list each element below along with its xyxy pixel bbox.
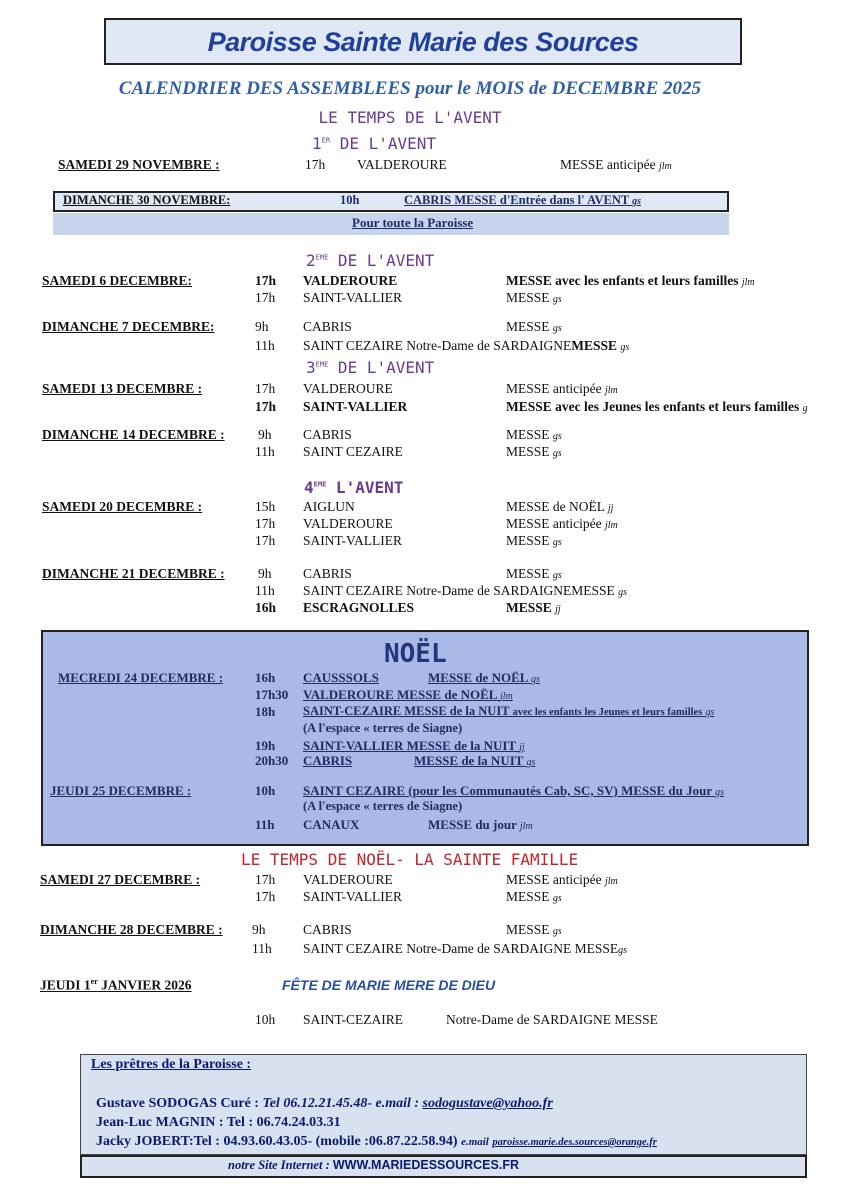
mass: MESSE gs: [506, 922, 562, 937]
mass: MESSE anticipée jlm: [506, 872, 618, 887]
contacts-heading: Les prêtres de la Paroisse :: [91, 1057, 252, 1072]
mass: MESSE de la NUIT gs: [414, 753, 536, 768]
place: CABRIS: [303, 753, 353, 768]
whole-parish-label: Pour toute la Paroisse: [352, 215, 474, 230]
place: VALDEROURE: [303, 872, 393, 887]
mass: MESSE gs: [506, 427, 562, 442]
place: CABRIS: [303, 319, 352, 334]
place: CAUSSSOLS: [303, 670, 379, 685]
time: 9h: [252, 922, 266, 937]
place: CABRIS: [303, 427, 352, 442]
time: 17h: [255, 381, 276, 396]
place: VALDEROURE: [303, 273, 398, 288]
time: 9h: [255, 319, 269, 334]
day-sam13: SAMEDI 13 DECEMBRE :: [42, 381, 203, 396]
place: SAINT CEZAIRE: [303, 444, 403, 459]
time: 11h: [255, 817, 275, 832]
time: 15h: [255, 499, 276, 514]
place: SAINT-VALLIER: [303, 533, 403, 548]
day-sam6: SAMEDI 6 DECEMBRE:: [42, 273, 193, 288]
mass-line: SAINT-VALLIER MESSE de la NUIT jj: [303, 738, 525, 753]
time: 20h30: [255, 753, 289, 768]
dim30-desc: CABRIS MESSE d'Entrée dans l' AVENT gs: [404, 193, 641, 207]
time: 17h: [255, 399, 277, 414]
time: 17h: [255, 872, 276, 887]
place-mass: SAINT CEZAIRE Notre-Dame de SARDAIGNEMESSE gs: [303, 338, 630, 353]
time: 11h: [252, 941, 272, 956]
place: VALDEROURE: [303, 516, 393, 531]
time: 10h: [255, 783, 276, 798]
mass: MESSE de NOËL jj: [506, 499, 614, 514]
place: AIGLUN: [303, 499, 355, 514]
time: 9h: [258, 566, 272, 581]
mass: MESSE gs: [506, 444, 562, 459]
day-jeu1: JEUDI 1er JANVIER 2026: [40, 977, 192, 993]
time: 10h: [255, 1012, 276, 1027]
place: VALDEROURE: [303, 381, 393, 396]
place: SAINT-CEZAIRE: [303, 1012, 403, 1027]
mass: MESSE jj: [506, 600, 561, 615]
email-link[interactable]: sodogustave@yahoo.fr: [422, 1096, 553, 1111]
time: 17h: [255, 533, 276, 548]
advent3-title: 3EME DE L'AVENT: [306, 358, 435, 377]
advent2-title: 2EME DE L'AVENT: [306, 251, 435, 270]
time: 10h: [340, 193, 360, 207]
time: 17h30: [255, 687, 289, 702]
place: SAINT-VALLIER: [303, 399, 408, 414]
day-dim14: DIMANCHE 14 DECEMBRE :: [42, 427, 225, 442]
email-link[interactable]: paroisse.marie.des.sources@orange.fr: [492, 1137, 657, 1148]
website-link[interactable]: WWW.MARIEDESSOURCES.FR: [332, 1158, 519, 1172]
time: 11h: [255, 444, 275, 459]
contact-magnin: Jean-Luc MAGNIN : Tel : 06.74.24.03.31: [96, 1115, 341, 1130]
mass: MESSE gs: [506, 319, 562, 334]
location-note: (A l'espace « terres de Siagne): [303, 721, 463, 735]
mass: MESSE gs: [506, 889, 562, 904]
noel-title: NOËL: [384, 639, 447, 669]
parish-title: Paroisse Sainte Marie des Sources: [207, 27, 639, 57]
advent1-title: 1ER DE L'AVENT: [312, 134, 437, 153]
time: 11h: [255, 338, 275, 353]
parish-title-box: [104, 18, 742, 65]
time: 17h: [305, 157, 326, 172]
holy-family-title: LE TEMPS DE NOËL- LA SAINTE FAMILLE: [241, 850, 579, 869]
time: 17h: [255, 889, 276, 904]
website-line: notre Site Internet : WWW.MARIEDESSOURCES.FR: [228, 1158, 519, 1172]
place: CABRIS: [303, 566, 352, 581]
day-sam20: SAMEDI 20 DECEMBRE :: [42, 499, 203, 514]
time: 17h: [255, 273, 277, 288]
location-note: (A l'espace « terres de Siagne): [303, 799, 463, 813]
contact-jobert: Jacky JOBERT:Tel : 04.93.60.43.05- (mobile :06.87.22.58.94) e.mail paroisse.marie.des.sources@orange.fr: [96, 1134, 657, 1149]
mass: MESSE anticipée jlm: [560, 157, 672, 172]
mass: MESSE de NOËL gs: [428, 670, 540, 685]
place: CABRIS: [303, 922, 352, 937]
mass: MESSE gs: [506, 290, 562, 305]
time: 17h: [255, 290, 276, 305]
place: SAINT-VALLIER: [303, 290, 403, 305]
day-jeu25: JEUDI 25 DECEMBRE :: [50, 783, 192, 798]
calendar-title: CALENDRIER DES ASSEMBLEES pour le MOIS de DECEMBRE 2025: [118, 78, 702, 99]
place: VALDEROURE: [357, 157, 447, 172]
day-mer24: MECREDI 24 DECEMBRE :: [58, 670, 224, 685]
mass: MESSE avec les Jeunes les enfants et leurs familles g: [506, 399, 808, 414]
mass: MESSE du jour jlm: [428, 817, 533, 832]
place: CANAUX: [303, 817, 360, 832]
mass-line: SAINT CEZAIRE (pour les Communautés Cab, SC, SV) MESSE du Jour gs: [303, 783, 725, 798]
time: 19h: [255, 738, 276, 753]
place-mass: SAINT CEZAIRE Notre-Dame de SARDAIGNE MESSEgs: [303, 941, 628, 956]
mass: MESSE gs: [506, 566, 562, 581]
time: 16h: [255, 600, 277, 615]
time: 16h: [255, 670, 276, 685]
time: 11h: [255, 583, 275, 598]
feast-title: FÊTE DE MARIE MERE DE DIEU: [282, 977, 496, 993]
mass: MESSE gs: [506, 533, 562, 548]
day-sam29: SAMEDI 29 NOVEMBRE :: [58, 157, 220, 172]
day-dim21: DIMANCHE 21 DECEMBRE :: [42, 566, 225, 581]
mass-line: VALDEROURE MESSE de NOËL jlm: [303, 687, 513, 702]
mass: MESSE avec les enfants et leurs familles jlm: [506, 273, 755, 288]
mass: MESSE anticipée jlm: [506, 516, 618, 531]
day-sam27: SAMEDI 27 DECEMBRE :: [40, 872, 201, 887]
season-title-advent: LE TEMPS DE L'AVENT: [318, 108, 502, 127]
time: 9h: [258, 427, 272, 442]
place-mass: SAINT CEZAIRE Notre-Dame de SARDAIGNEMESSE gs: [303, 583, 628, 598]
mass: MESSE anticipée jlm: [506, 381, 618, 396]
mass-line: SAINT-CEZAIRE MESSE de la NUIT avec les enfants les Jeunes et leurs familles gs: [303, 704, 715, 718]
contact-sodogas: Gustave SODOGAS Curé : Tel 06.12.21.45.48- e.mail : sodogustave@yahoo.fr: [96, 1096, 553, 1111]
time: 17h: [255, 516, 276, 531]
day-dim28: DIMANCHE 28 DECEMBRE :: [40, 922, 223, 937]
mass: Notre-Dame de SARDAIGNE MESSE: [446, 1012, 658, 1027]
place: ESCRAGNOLLES: [303, 600, 415, 615]
time: 18h: [255, 704, 276, 719]
day-dim7: DIMANCHE 7 DECEMBRE:: [42, 319, 215, 334]
advent4-title: 4EME L'AVENT: [304, 478, 404, 497]
place: SAINT-VALLIER: [303, 889, 403, 904]
day-dim30: DIMANCHE 30 NOVEMBRE:: [63, 193, 231, 207]
